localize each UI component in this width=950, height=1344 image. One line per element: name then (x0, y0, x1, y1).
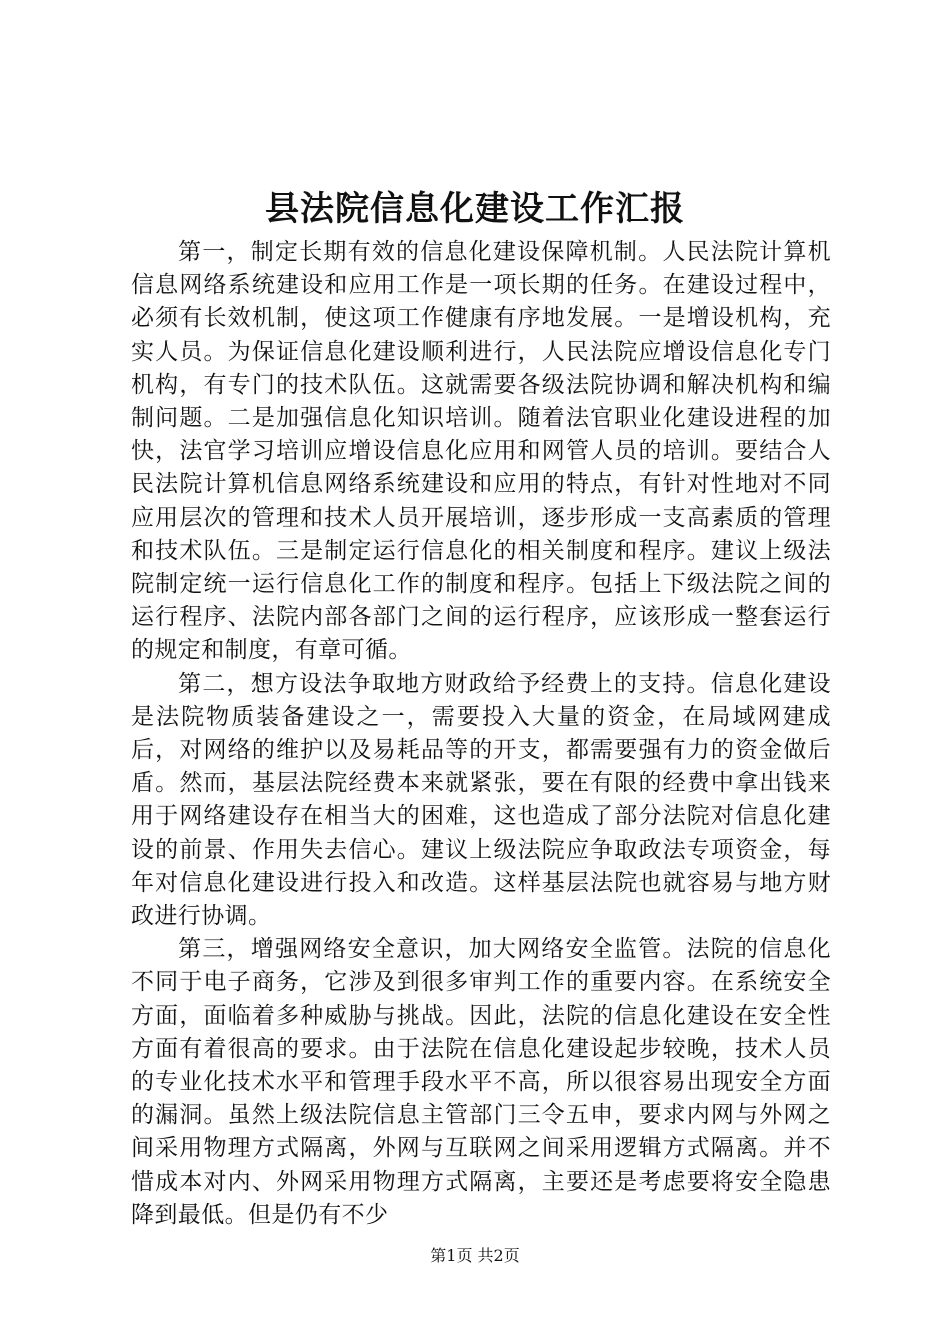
page-number-footer: 第1页 共2页 (430, 1246, 520, 1265)
document-body (131, 236, 831, 1232)
document-title: 县法院信息化建设工作汇报 (265, 189, 685, 229)
paragraph-2: 第二，想方设法争取地方财政给予经费上的支持。信息化建设是法院物质装备建设之一，需要投入大量的资金，在局域网建成后，对网络的维护以及易耗品等的开支，都需要强有力的资金做后盾。然而，基层法院经费本来就紧张，要在有限的经费中拿出钱来用于网络建设存在相当大的困难，这也造成了部分法院对信息化建设的前景、作用失去信心。建议上级法院应争取政法专项资金，每年对信息化建设进行投入和改造。这样基层法院也就容易与地方财政进行协调。 (131, 670, 831, 930)
paragraph-3: 第三，增强网络安全意识，加大网络安全监管。法院的信息化不同于电子商务，它涉及到很多审判工作的重要内容。在系统安全方面，面临着多种威胁与挑战。因此，法院的信息化建设在安全性方面有着很高的要求。由于法院在信息化建设起步较晚，技术人员的专业化技术水平和管理手段水平不高，所以很容易出现安全方面的漏洞。虽然上级法院信息主管部门三令五申，要求内网与外网之间采用物理方式隔离，外网与互联网之间采用逻辑方式隔离。并不惜成本对内、外网采用物理方式隔离，主要还是考虑要将安全隐患降到最低。但是仍有不少 (131, 936, 831, 1228)
paragraph-1: 第一，制定长期有效的信息化建设保障机制。人民法院计算机信息网络系统建设和应用工作是一项长期的任务。在建设过程中，必须有长效机制，使这项工作健康有序地发展。一是增设机构，充实人员。为保证信息化建设顺利进行，人民法院应增设信息化专门机构，有专门的技术队伍。这就需要各级法院协调和解决机构和编制问题。二是加强信息化知识培训。随着法官职业化建设进程的加快，法官学习培训应增设信息化应用和网管人员的培训。要结合人民法院计算机信息网络系统建设和应用的特点，有针对性地对不同应用层次的管理和技术人员开展培训，逐步形成一支高素质的管理和技术队伍。三是制定运行信息化的相关制度和程序。建议上级法院制定统一运行信息化工作的制度和程序。包括上下级法院之间的运行程序、法院内部各部门之间的运行程序，应该形成一整套运行的规定和制度，有章可循。 (131, 239, 831, 664)
